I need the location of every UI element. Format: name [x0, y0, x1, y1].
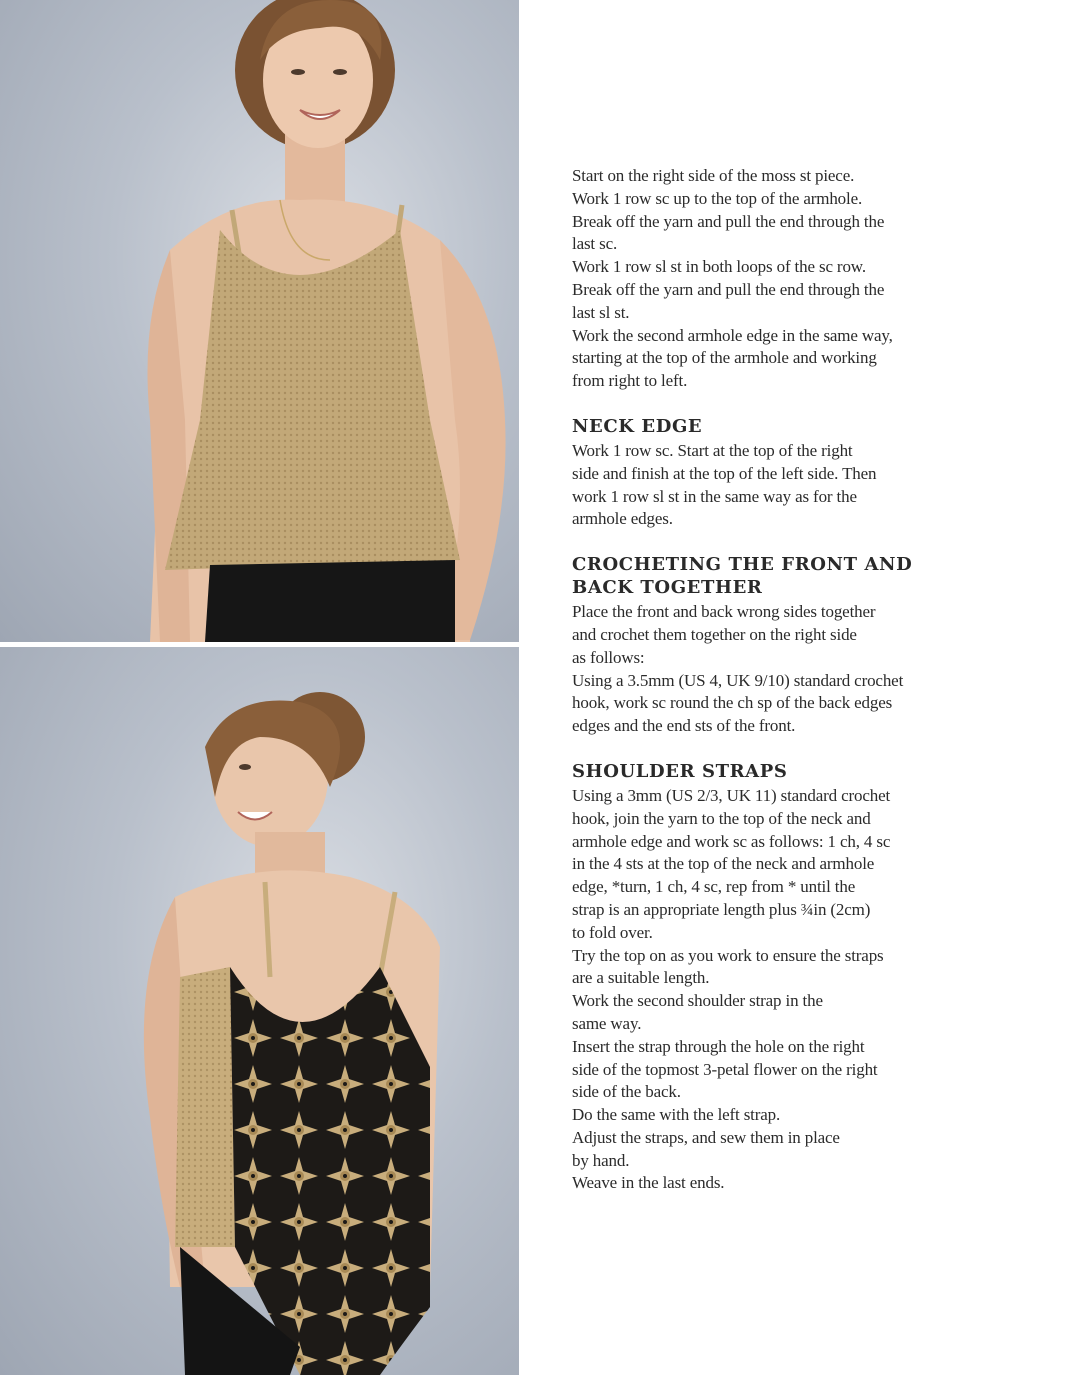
- section-shoulder-straps: [572, 760, 952, 1195]
- photo-model-front-icon: [0, 0, 519, 642]
- intro-text: Start on the right side of the moss st piece. Work 1 row sc up to the top of the armhole. Break off the yarn and pull the end through the last sc. Work 1 row sl st in both loops of the sc row. Break off the yarn and pull the end through the last sl st. Work the second armhole edge in the same way, starting at the top of the armhole and working from right to left.: [572, 166, 893, 391]
- neck-edge-text: Work 1 row sc. Start at the top of the right side and finish at the top of the left side. Then work 1 row sl st in the same way as for the armhole edges.: [572, 440, 877, 529]
- section-neck-edge: [572, 415, 952, 531]
- photo-model-back: [0, 647, 519, 1375]
- heading-shoulder-straps: SHOULDER STRAPS: [572, 760, 788, 782]
- photo-model-back-icon: [0, 647, 519, 1375]
- crocheting-text: Place the front and back wrong sides together and crochet them together on the right side as follows: Using a 3.5mm (US 4, UK 9/10) standard crochet hook, work sc round the ch sp of the back edges edges and the end sts of the front.: [572, 602, 904, 736]
- shoulder-straps-text: Using a 3mm (US 2/3, UK 11) standard crochet hook, join the yarn to the top of the neck and armhole edge and work sc as follows: 1 ch, 4 sc in the 4 sts at the top of the neck and armhole edge, *turn, 1 ch, 4 sc, rep from * until the strap is an appropriate length plus ¾in (2cm) to fold over. Try the top on as you work to ensure the straps are a suitable length. Work the second shoulder strap in the same way. Insert the strap through the hole on the right side of the topmost 3-petal flower on the right side of the back. Do the same with the left strap. Adjust the straps, and sew them in place by hand. Weave in the last ends.: [572, 785, 891, 1193]
- section-crocheting-front-back: [572, 553, 952, 738]
- photo-model-front: [0, 0, 519, 642]
- heading-neck-edge: NECK EDGE: [572, 415, 703, 437]
- pattern-instructions: [572, 165, 952, 1195]
- heading-crocheting-front-back: CROCHETING THE FRONT AND BACK TOGETHER: [572, 554, 913, 599]
